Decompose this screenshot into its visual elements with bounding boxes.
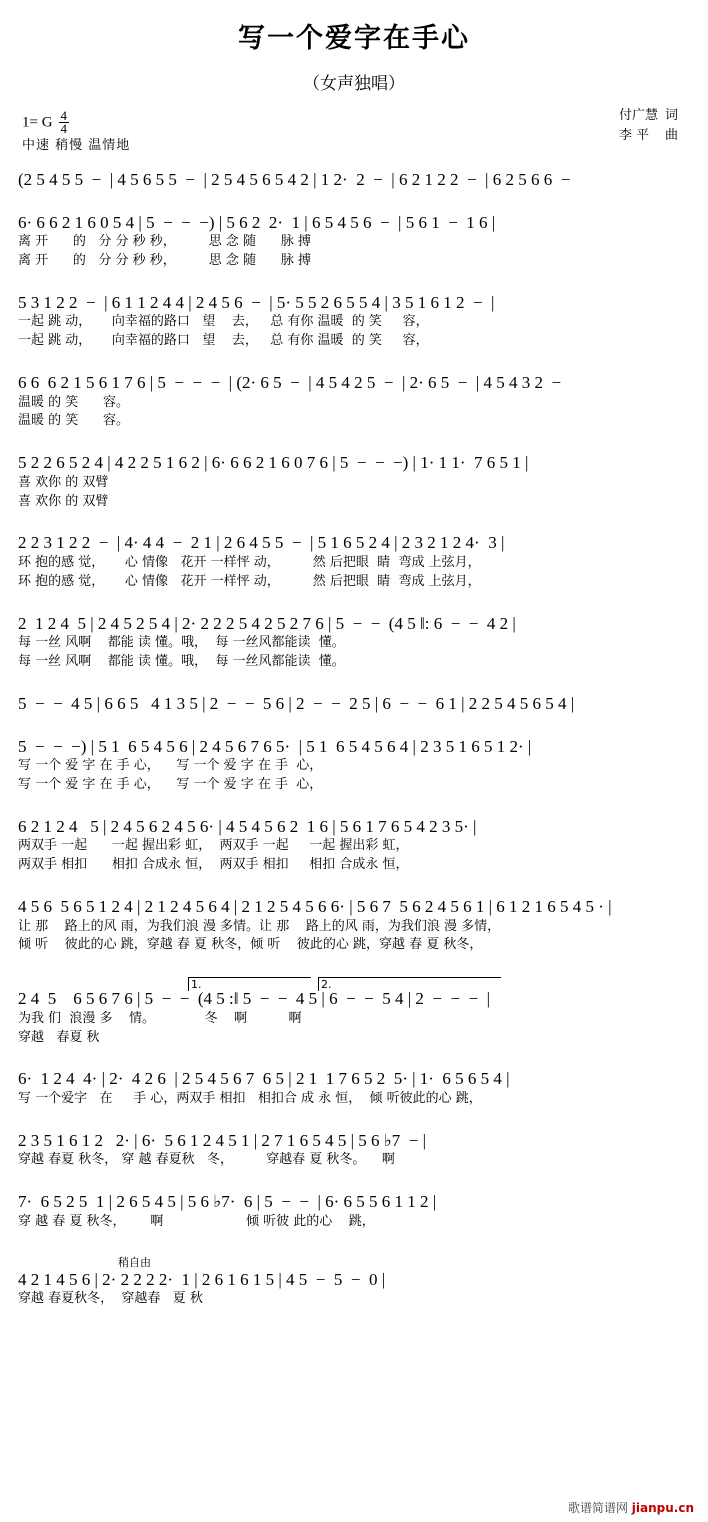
- system-spacer: [18, 1170, 690, 1182]
- composer-role: 曲: [664, 127, 678, 143]
- system-spacer: [18, 795, 690, 807]
- music-system: [18, 1182, 690, 1243]
- lyric-line: 喜 欢你 的 双臂: [18, 493, 109, 509]
- lyric-line: 穿越 春夏 秋冬， 穿 越 春夏秋 冬， 穿越春 夏 秋冬。 啊: [18, 1152, 395, 1168]
- system-spacer: [18, 271, 690, 283]
- key-signature: [22, 110, 69, 136]
- music-system: [18, 283, 690, 363]
- system-spacer: [18, 1109, 690, 1121]
- meter-denominator: 4: [60, 121, 68, 137]
- notation-line: 6· 1 2 4 4· | 2· 4 2 6 | 2 5 4 5 6 7 6 5 | 2 1 1 7 6 5 2 5· | 1· 6 5 6 5 4 |: [18, 1069, 510, 1089]
- system-spacer: [18, 351, 690, 363]
- system-spacer: [18, 955, 690, 967]
- lyric-line: 写 一个 爱 字 在 手 心， 写 一个 爱 字 在 手 心，: [18, 776, 323, 792]
- tempo-marking: 中速 稍慢 温情地: [22, 138, 131, 153]
- lyric-line: 喜 欢你 的 双臂: [18, 474, 109, 490]
- music-system: [18, 604, 690, 684]
- volta-brackets: [18, 977, 690, 992]
- lyricist-role: 词: [664, 108, 678, 123]
- notation-line: 5 2 2 6 5 2 4 | 4 2 2 5 1 6 2 | 6· 6 6 2 1 6 0 7 6 | 5 − − −) | 1· 1 1· 7 6 5 1 |: [18, 453, 529, 473]
- system-spacer: [18, 191, 690, 203]
- system-spacer: [18, 592, 690, 604]
- notation-line: 5 3 1 2 2 − | 6 1 1 2 4 4 | 2 4 5 6 − | 5· 5 5 2 6 5 5 4 | 3 5 1 6 1 2 − |: [18, 292, 495, 312]
- lyric-line: 一起 跳 动， 向幸福的路口 望 去， 总 有你 温暖 的 笑 容，: [18, 314, 429, 330]
- lyric-line: 离 开 的 分 分 秒 秒， 思 念 随 脉 搏: [18, 234, 311, 250]
- notation-line: 4 5 6 5 6 5 1 2 4 | 2 1 2 4 5 6 4 | 2 1 2 5 4 5 6 6· | 5 6 7 5 6 2 4 5 6 1 | 6 1 2 1 6 5 4 5 · |: [18, 896, 612, 916]
- notation-line: 2 4 5 6 5 6 7 6 | 5 − − (4 5 :‖ 5 − − 4 5 | 6 − − 5 4 | 2 − − − |: [18, 989, 491, 1009]
- volta-1: 1.: [188, 977, 311, 991]
- notation-line: (2 5 4 5 5 − | 4 5 6 5 5 − | 2 5 4 5 6 5 4 2 | 1 2· 2 − | 6 2 1 2 2 − | 6 2 5 6 6 −: [18, 170, 571, 189]
- site-name: 歌谱简谱网: [567, 1501, 628, 1515]
- lyric-line: 环 抱的感 觉， 心 情像 花开 一样怦 动， 然 后把眼 睛 弯成 上弦月，: [18, 555, 481, 571]
- lyric-line: 穿 越 春 夏 秋冬， 啊 倾 听彼 此的心 跳，: [18, 1213, 375, 1229]
- system-spacer: [18, 715, 690, 727]
- lyric-line: 穿越 春夏 秋: [18, 1029, 100, 1045]
- music-system: [18, 727, 690, 807]
- lyric-line: 两双手 一起 一起 握出彩 虹， 两双手 一起 一起 握出彩 虹，: [18, 838, 409, 854]
- system-spacer: [18, 1047, 690, 1059]
- system-spacer: [18, 875, 690, 887]
- music-system: [18, 807, 690, 887]
- score-systems: [0, 160, 708, 1321]
- music-system: [18, 887, 690, 967]
- music-system: [18, 203, 690, 283]
- notation-line: 7· 6 5 2 5 1 | 2 6 5 4 5 | 5 6 ♭7· 6 | 5 − − | 6· 6 5 5 6 1 1 2 |: [18, 1192, 437, 1212]
- key-label: 1= G: [22, 114, 53, 131]
- music-system: [18, 684, 690, 727]
- lyric-line: 每 一丝 风啊 都能 读 懂。哦， 每 一丝风都能读 懂。: [18, 635, 345, 651]
- music-system: [18, 363, 690, 443]
- lyricist-name: 付广慧: [618, 108, 658, 123]
- system-spacer: [18, 511, 690, 523]
- lyric-line: 温暖 的 笑 容。: [18, 413, 130, 429]
- lyricist-line: [619, 106, 678, 126]
- volta-2: 2.: [318, 977, 501, 991]
- music-system: [18, 967, 690, 1059]
- music-system: [18, 443, 690, 523]
- notation-line: 6 6 6 2 1 5 6 1 7 6 | 5 − − − | (2· 6 5 − | 4 5 4 2 5 − | 2· 6 5 − | 4 5 4 3 2 −: [18, 373, 562, 393]
- page-title: 写一个爱字在手心: [238, 23, 470, 54]
- page-subtitle: （女声独唱）: [303, 74, 405, 94]
- lyric-line: 写 一个 爱 字 在 手 心， 写 一个 爱 字 在 手 心，: [18, 758, 323, 774]
- notation-line: 6 2 1 2 4 5 | 2 4 5 6 2 4 5 6· | 4 5 4 5 6 2 1 6 | 5 6 1 7 6 5 4 2 3 5· |: [18, 816, 477, 836]
- music-system: [18, 160, 690, 203]
- notation-line: 6· 6 6 2 1 6 0 5 4 | 5 − − −) | 5 6 2 2· 1 | 6 5 4 5 6 − | 5 6 1 − 1 6 |: [18, 212, 496, 232]
- music-system: [18, 1244, 690, 1321]
- notation-line: 5 − − 4 5 | 6 6 5 4 1 3 5 | 2 − − 5 6 | 2 − − 2 5 | 6 − − 6 1 | 2 2 5 4 5 6 5 4 |: [18, 693, 575, 713]
- music-system: [18, 1059, 690, 1120]
- notation-line: 2 2 3 1 2 2 − | 4· 4 4 − 2 1 | 2 6 4 5 5 − | 5 1 6 5 2 4 | 2 3 2 1 2 4· 3 |: [18, 533, 505, 553]
- lyric-line: 写 一个爱字 在 手 心，两双手 相扣 相扣合 成 永 恒， 倾 听彼此的心 跳，: [18, 1090, 482, 1106]
- lyric-line: 穿越 春夏秋冬， 穿越春 夏 秋: [18, 1291, 203, 1307]
- lyric-line: 为我 们 浪漫 多 情。 冬 啊 啊: [18, 1010, 302, 1026]
- notation-line: 2 1 2 4 5 | 2 4 5 2 5 4 | 2· 2 2 2 5 4 2 5 2 7 6 | 5 − − (4 5 ‖: 6 − − 4 2 |: [18, 613, 516, 633]
- system-spacer: [18, 1309, 690, 1321]
- notation-line: 2 3 5 1 6 1 2 2· | 6· 5 6 1 2 4 5 1 | 2 7 1 6 5 4 5 | 5 6 ♭7 − |: [18, 1130, 427, 1150]
- lyric-line: 让 那 路上的风 雨，为我们浪 漫 多情。让 那 路上的风 雨，为我们浪 漫 多情，: [18, 918, 501, 934]
- system-spacer: [18, 431, 690, 443]
- time-signature: [59, 110, 70, 136]
- lyric-line: 离 开 的 分 分 秒 秒， 思 念 随 脉 搏: [18, 252, 311, 268]
- lyric-line: 每 一丝 风啊 都能 读 懂。哦， 每 一丝风都能读 懂。: [18, 654, 345, 670]
- performance-annotation: 稍自由: [118, 1255, 151, 1269]
- lyric-line: 环 抱的感 觉， 心 情像 花开 一样怦 动， 然 后把眼 睛 弯成 上弦月，: [18, 573, 481, 589]
- score-meta: [0, 104, 708, 160]
- notation-line: 4 2 1 4 5 6 | 2· 2 2 2 2· 1 | 2 6 1 6 1 5 | 4 5 − 5 − 0 |: [18, 1269, 386, 1289]
- notation-line: 5 − − −) | 5 1 6 5 4 5 6 | 2 4 5 6 7 6 5· | 5 1 6 5 4 5 6 4 | 2 3 5 1 6 5 1 2· |: [18, 736, 532, 756]
- composer-name: 李 平: [618, 127, 650, 143]
- meter-numerator: 4: [60, 108, 68, 123]
- system-spacer: [18, 672, 690, 684]
- site-url: jianpu.cn: [631, 1501, 694, 1515]
- credits: [619, 106, 678, 145]
- lyric-line: 温暖 的 笑 容。: [18, 394, 130, 410]
- music-system: [18, 1121, 690, 1182]
- composer-line: [619, 126, 678, 146]
- lyric-line: 一起 跳 动， 向幸福的路口 望 去， 总 有你 温暖 的 笑 容，: [18, 333, 429, 349]
- lyric-line: 倾 听 彼此的心 跳，穿越 春 夏 秋冬，倾 听 彼此的心 跳，穿越 春 夏 秋冬，: [18, 937, 483, 953]
- music-system: [18, 523, 690, 603]
- lyric-line: 两双手 相扣 相扣 合成永 恒， 两双手 相扣 相扣 合成永 恒，: [18, 857, 409, 873]
- site-credit: [568, 1499, 694, 1516]
- system-spacer: [18, 1232, 690, 1244]
